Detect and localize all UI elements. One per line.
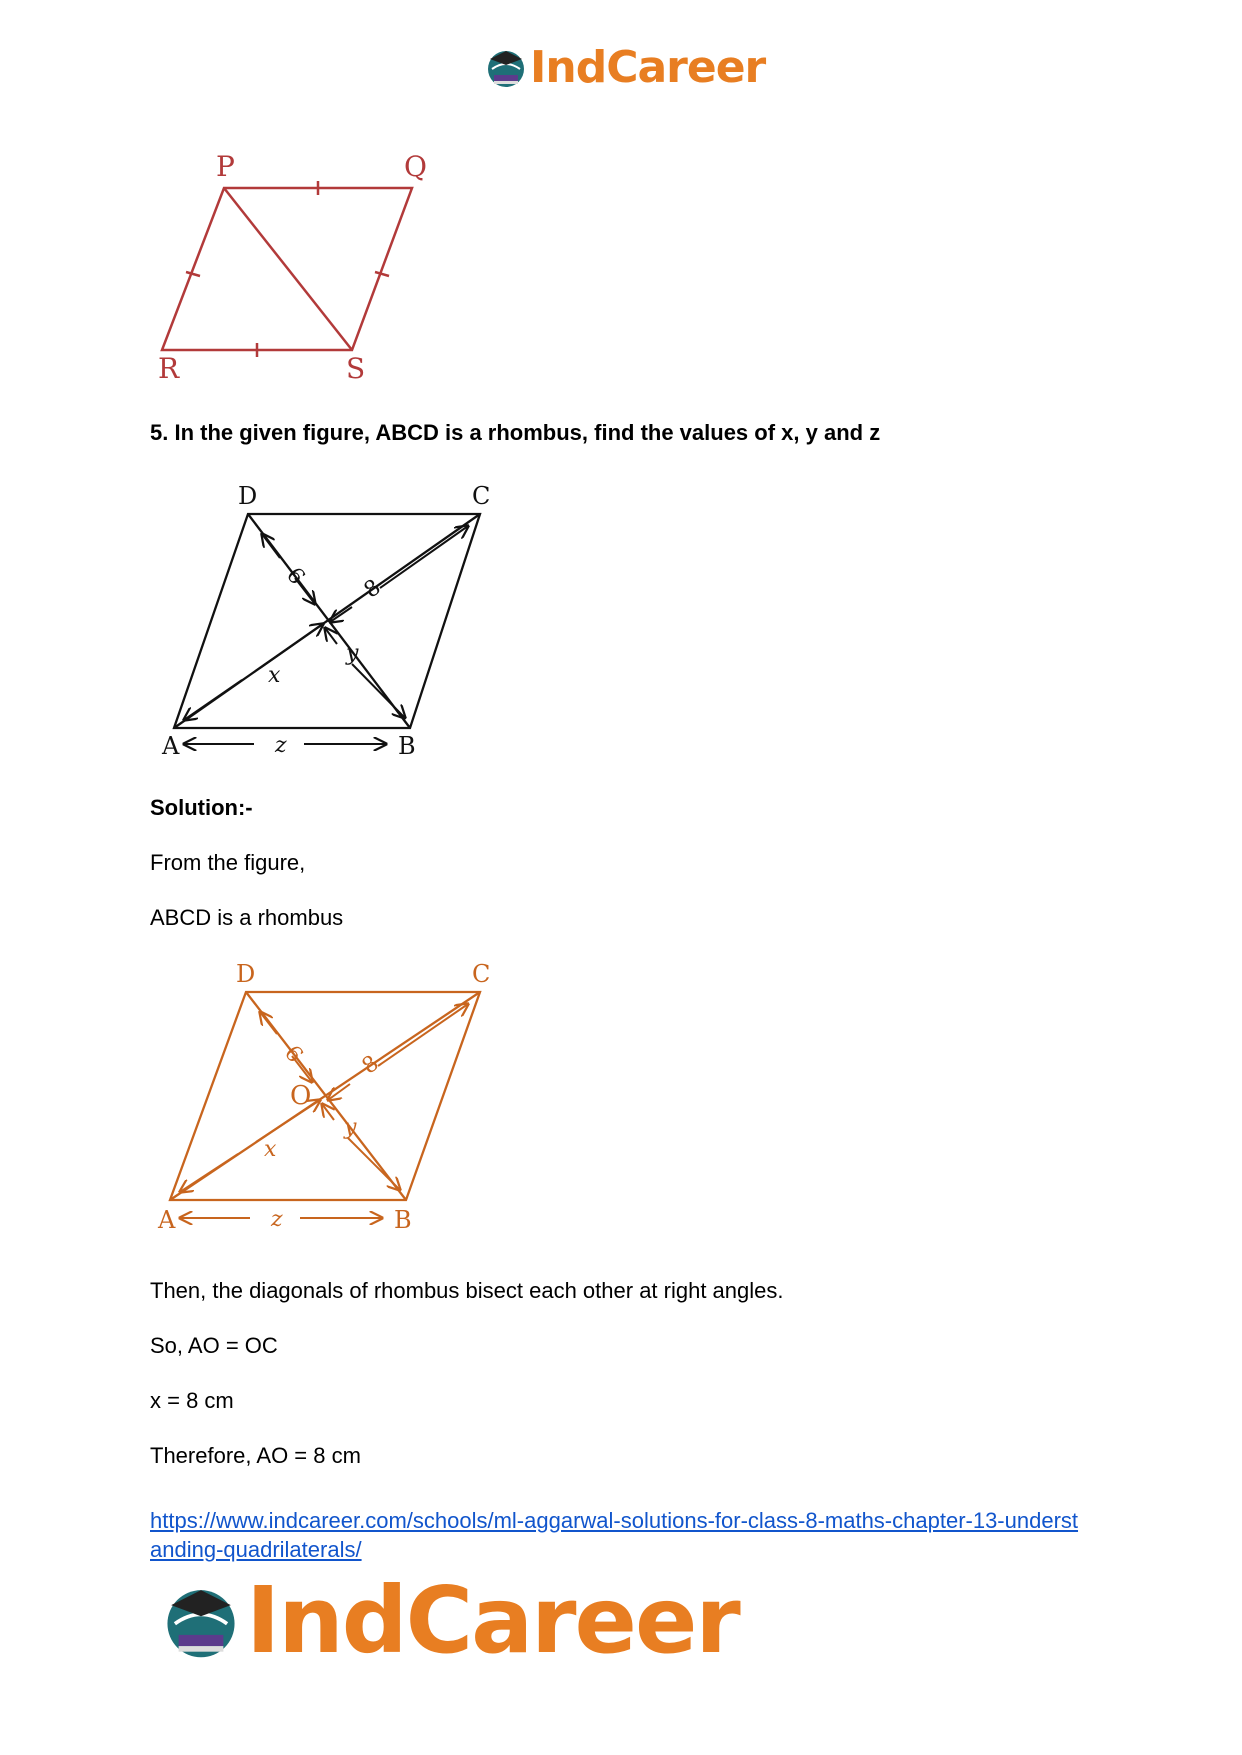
label-y: y xyxy=(344,1115,357,1140)
label-six: 6 xyxy=(278,1041,308,1068)
label-six: 6 xyxy=(280,563,310,590)
text-line: So, AO = OC xyxy=(150,1333,278,1358)
source-link[interactable]: https://www.indcareer.com/schools/ml-aggarwal-solutions-for-class-8-maths-chapter-13-understanding-quadrilaterals/ xyxy=(150,1508,1079,1562)
figure-rhombus-solution xyxy=(150,958,500,1248)
figure-rhombus-question xyxy=(150,478,500,768)
text-line: Therefore, AO = 8 cm xyxy=(150,1443,361,1468)
label-x: x xyxy=(268,663,281,688)
label-p: P xyxy=(216,150,235,183)
label-b: B xyxy=(394,1206,412,1234)
label-eight: 8 xyxy=(359,574,386,604)
graduation-globe-icon xyxy=(484,45,528,89)
label-q: Q xyxy=(404,150,427,183)
label-r: R xyxy=(158,352,180,385)
logo-text: IndCareer xyxy=(530,41,766,93)
text-line: From the figure, xyxy=(150,850,306,875)
label-d: D xyxy=(238,482,258,510)
label-c: C xyxy=(472,960,491,988)
label-eight: 8 xyxy=(357,1050,384,1080)
text-line: x = 8 cm xyxy=(150,1388,234,1413)
logo-text: IndCareer xyxy=(246,1566,739,1674)
label-x: x xyxy=(264,1137,277,1162)
label-c: C xyxy=(472,482,491,510)
question-text: 5. In the given figure, ABCD is a rhombus, find the values of x, y and z xyxy=(150,420,881,445)
text-line: Then, the diagonals of rhombus bisect each other at right angles. xyxy=(150,1278,784,1303)
footer-logo xyxy=(160,1566,739,1674)
label-a: A xyxy=(162,732,180,760)
label-z: z xyxy=(275,733,287,758)
label-s: S xyxy=(346,352,366,385)
graduation-globe-icon xyxy=(160,1579,242,1661)
text-line: ABCD is a rhombus xyxy=(150,905,344,930)
solution-heading: Solution:- xyxy=(150,795,253,820)
label-b: B xyxy=(398,732,416,760)
header-logo xyxy=(484,42,765,92)
label-d: D xyxy=(236,960,256,988)
label-z: z xyxy=(271,1207,283,1232)
label-y: y xyxy=(346,641,359,666)
figure-pqrs xyxy=(150,148,440,388)
label-a: A xyxy=(158,1206,176,1234)
label-o: O xyxy=(290,1081,312,1111)
